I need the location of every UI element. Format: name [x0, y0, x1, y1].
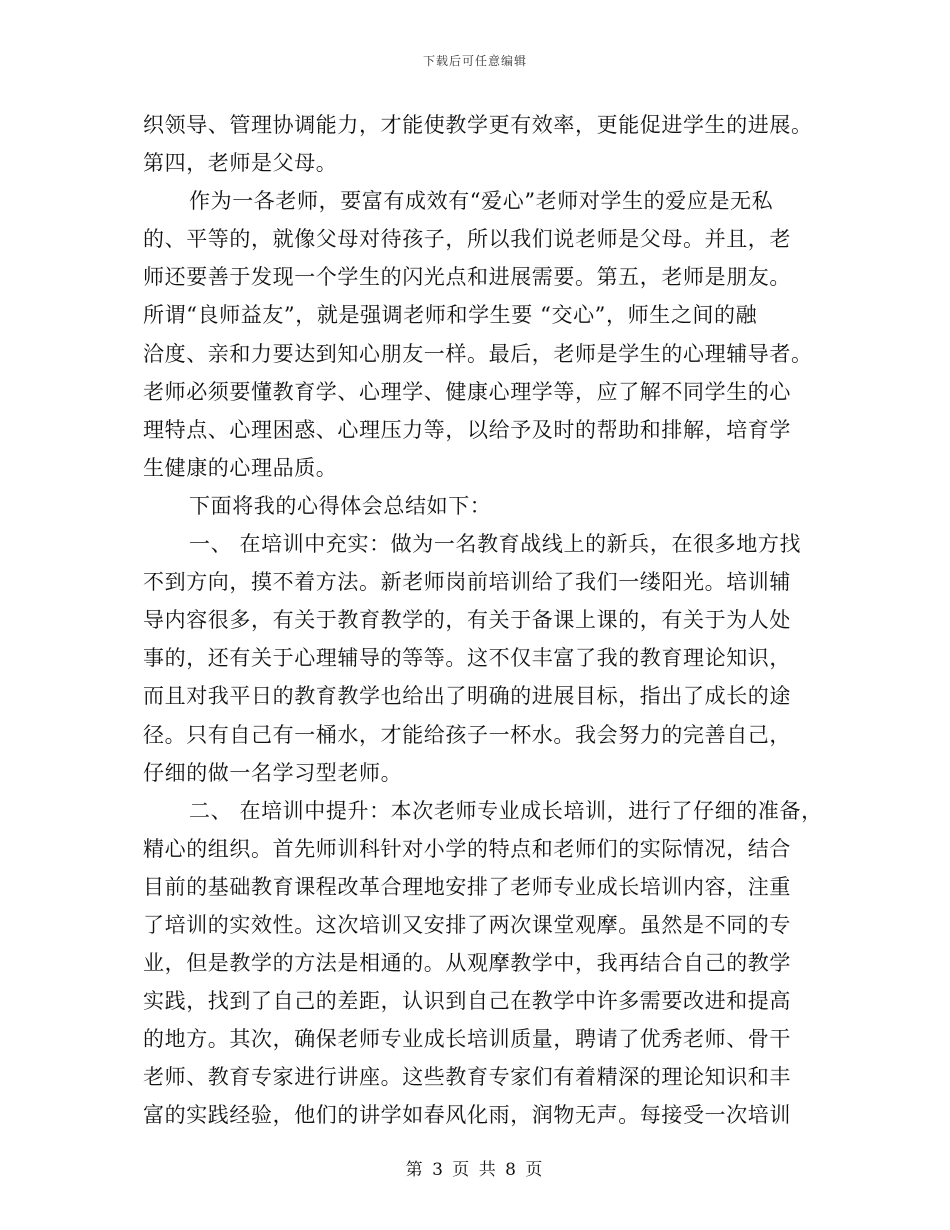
text-line: 洽度、亲和力要达到知心朋友一样。最后，老师是学生的心理辅导者。 [143, 341, 813, 366]
page-header: 下载后可任意编辑 [422, 54, 527, 68]
text-line: 所谓“良师益友”，就是强调老师和学生要 “交心”，师生之间的融 [143, 303, 758, 328]
text-line: 精心的组织。首先师训科针对小学的特点和老师们的实际情况，结合 [143, 836, 791, 861]
text-line: 师还要善于发现一个学生的闪光点和进展需要。第五，老师是朋友。 [143, 265, 791, 290]
text-line: 不到方向，摸不着方法。新老师岗前培训给了我们一缕阳光。培训辅 [143, 570, 791, 595]
text-line: 第四，老师是父母。 [143, 151, 338, 176]
text-line: 的地方。其次，确保老师专业成长培训质量，聘请了优秀老师、骨干 [143, 1027, 791, 1052]
text-line: 富的实践经验，他们的讲学如春风化雨，润物无声。每接受一次培训 [143, 1103, 791, 1128]
text-line: 而且对我平日的教育教学也给出了明确的进展目标，指出了成长的途 [143, 684, 791, 709]
paragraph-first-line: 下面将我的心得体会总结如下： [189, 493, 492, 518]
paragraph-first-line: 二、 在培训中提升：本次老师专业成长培训，进行了仔细的准备， [189, 798, 823, 823]
text-line: 老师必须要懂教育学、心理学、健康心理学等，应了解不同学生的心 [143, 379, 791, 404]
text-line: 了培训的实效性。这次培训又安排了两次课堂观摩。虽然是不同的专 [143, 912, 791, 937]
paragraph-first-line: 作为一各老师，要富有成效有“爱心”老师对学生的爱应是无私 [189, 189, 774, 214]
text-line: 仔细的做一名学习型老师。 [143, 760, 403, 785]
text-line: 的、平等的，就像父母对待孩子，所以我们说老师是父母。并且，老 [143, 227, 791, 252]
text-line: 实践，找到了自己的差距，认识到自己在教学中许多需要改进和提高 [143, 989, 791, 1014]
text-line: 老师、教育专家进行讲座。这些教育专家们有着精深的理论知识和丰 [143, 1065, 791, 1090]
page-number-footer: 第 3 页 共 8 页 [405, 1160, 545, 1180]
text-line: 事的，还有关于心理辅导的等等。这不仅丰富了我的教育理论知识， [143, 646, 791, 671]
text-line: 理特点、心理困惑、心理压力等，以给予及时的帮助和排解，培育学 [143, 417, 791, 442]
paragraph-first-line: 一、 在培训中充实：做为一名教育战线上的新兵，在很多地方找 [189, 532, 802, 557]
text-line: 生健康的心理品质。 [143, 455, 338, 480]
text-line: 业，但是教学的方法是相通的。从观摩教学中，我再结合自己的教学 [143, 951, 791, 976]
text-line: 径。只有自己有一桶水，才能给孩子一杯水。我会努力的完善自己， [143, 722, 791, 747]
text-line: 织领导、管理协调能力，才能使教学更有效率，更能促进学生的进展。 [143, 113, 813, 137]
text-line: 目前的基础教育课程改革合理地安排了老师专业成长培训内容，注重 [143, 874, 791, 899]
text-line: 导内容很多，有关于教育教学的，有关于备课上课的，有关于为人处 [143, 608, 791, 633]
document-body [143, 106, 833, 1135]
